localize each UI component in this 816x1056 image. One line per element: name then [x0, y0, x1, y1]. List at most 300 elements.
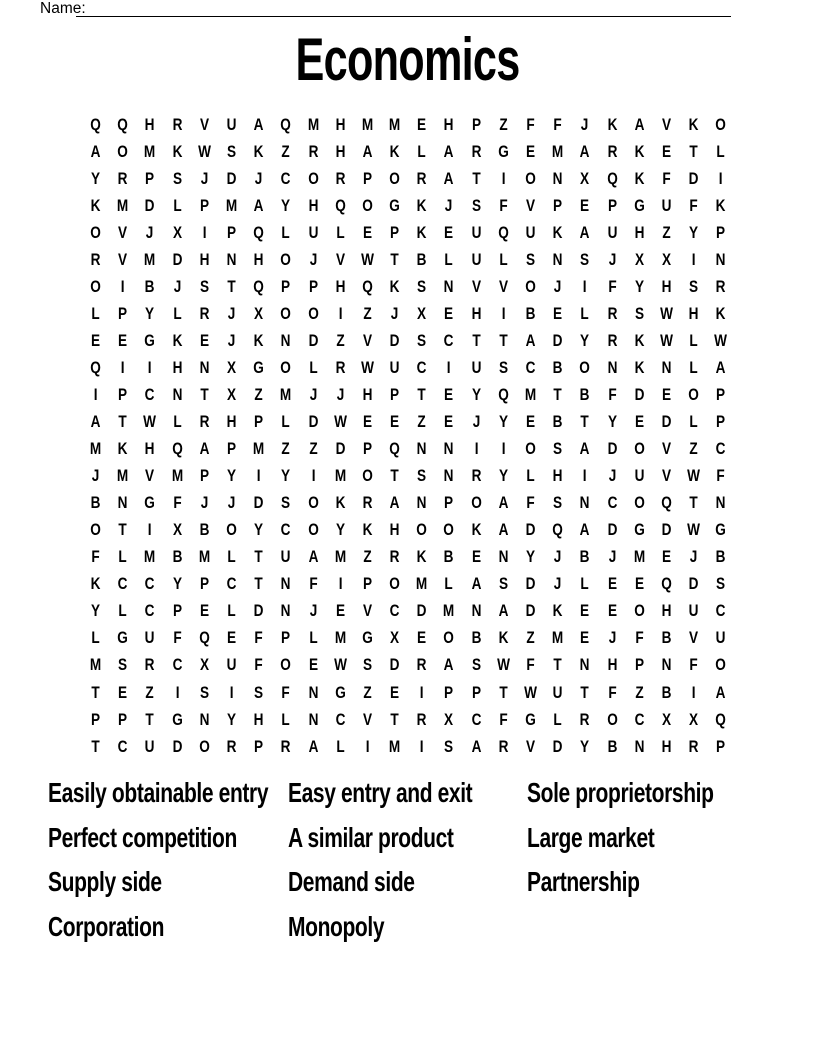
- grid-letter: F: [716, 466, 726, 486]
- grid-letter: S: [417, 466, 427, 486]
- grid-letter: O: [117, 141, 129, 161]
- grid-letter: O: [280, 303, 292, 323]
- grid-letter: R: [308, 141, 319, 161]
- grid-letter: M: [117, 195, 129, 215]
- grid-letter: I: [719, 168, 723, 188]
- grid-letter: A: [498, 601, 509, 621]
- grid-letter: S: [553, 439, 563, 459]
- grid-letter: J: [608, 628, 616, 648]
- grid-letter: X: [417, 303, 427, 323]
- word-list-item: Corporation: [48, 910, 165, 942]
- grid-letter: P: [390, 222, 400, 242]
- grid-letter: P: [471, 114, 481, 134]
- grid-letter: D: [172, 249, 183, 269]
- grid-letter: K: [416, 547, 427, 567]
- grid-letter: B: [552, 412, 563, 432]
- grid-letter: E: [417, 114, 427, 134]
- grid-letter: Z: [308, 439, 318, 459]
- grid-letter: U: [471, 357, 482, 377]
- grid-letter: Z: [363, 547, 372, 567]
- grid-letter: F: [526, 655, 535, 675]
- grid-letter: Z: [363, 682, 372, 702]
- grid-letter: I: [583, 276, 587, 296]
- name-label: Name:: [40, 0, 86, 17]
- grid-letter: Q: [661, 574, 672, 594]
- grid-letter: L: [91, 628, 100, 648]
- grid-letter: Q: [362, 276, 373, 296]
- grid-letter: N: [226, 249, 237, 269]
- grid-letter: A: [471, 574, 482, 594]
- grid-letter: M: [89, 439, 102, 459]
- grid-letter: L: [172, 412, 182, 432]
- grid-letter: N: [634, 736, 645, 756]
- grid-letter: A: [253, 195, 264, 215]
- grid-letter: R: [145, 655, 155, 675]
- grid-letter: J: [581, 114, 589, 134]
- grid-letter: E: [199, 601, 209, 621]
- grid-letter: A: [525, 330, 536, 350]
- grid-letter: K: [552, 222, 563, 242]
- grid-letter: L: [580, 574, 590, 594]
- grid-letter: P: [118, 303, 128, 323]
- grid-letter: O: [389, 168, 400, 188]
- grid-letter: L: [689, 357, 698, 377]
- grid-letter: O: [525, 168, 536, 188]
- grid-letter: A: [253, 114, 264, 134]
- grid-letter: Y: [580, 330, 590, 350]
- grid-letter: O: [579, 357, 591, 377]
- grid-letter: T: [553, 384, 562, 404]
- grid-letter: A: [715, 682, 726, 702]
- grid-letter: J: [553, 574, 562, 594]
- grid-letter: U: [715, 628, 726, 648]
- grid-letter: Z: [417, 412, 426, 432]
- grid-letter: O: [307, 520, 319, 540]
- grid-letter: K: [634, 168, 645, 188]
- grid-letter: U: [145, 736, 155, 756]
- grid-letter: A: [90, 412, 101, 432]
- grid-letter: J: [608, 249, 616, 269]
- grid-letter: P: [254, 412, 264, 432]
- grid-letter: H: [308, 195, 319, 215]
- grid-letter: G: [498, 141, 509, 161]
- grid-letter: L: [172, 195, 182, 215]
- grid-letter: S: [199, 276, 209, 296]
- grid-letter: M: [171, 466, 183, 486]
- grid-letter: N: [444, 466, 454, 486]
- grid-letter: L: [499, 249, 508, 269]
- grid-letter: N: [117, 493, 128, 513]
- grid-letter: L: [689, 412, 698, 432]
- grid-letter: L: [118, 601, 127, 621]
- grid-letter: A: [471, 736, 482, 756]
- grid-letter: H: [552, 466, 563, 486]
- grid-letter: H: [389, 520, 400, 540]
- grid-letter: E: [607, 601, 617, 621]
- grid-letter: F: [553, 114, 562, 134]
- grid-letter: Q: [90, 357, 101, 377]
- grid-letter: U: [634, 466, 645, 486]
- grid-letter: E: [634, 574, 644, 594]
- grid-letter: E: [661, 141, 672, 161]
- grid-letter: M: [334, 547, 346, 567]
- grid-letter: U: [308, 222, 319, 242]
- grid-letter: H: [199, 249, 210, 269]
- grid-letter: K: [172, 141, 183, 161]
- grid-letter: M: [334, 466, 346, 486]
- grid-letter: Q: [552, 520, 564, 540]
- grid-letter: S: [226, 141, 237, 161]
- grid-letter: H: [661, 276, 672, 296]
- grid-letter: Z: [499, 114, 508, 134]
- grid-letter: F: [499, 709, 508, 729]
- grid-letter: N: [661, 357, 672, 377]
- grid-letter: D: [253, 493, 264, 513]
- grid-letter: V: [118, 249, 128, 269]
- grid-letter: J: [91, 466, 100, 486]
- grid-letter: U: [552, 682, 563, 702]
- grid-letter: E: [390, 412, 400, 432]
- grid-letter: G: [171, 709, 183, 729]
- grid-letter: J: [200, 168, 209, 188]
- grid-letter: J: [472, 412, 481, 432]
- grid-letter: K: [253, 141, 264, 161]
- grid-letter: O: [307, 303, 319, 323]
- grid-letter: E: [226, 628, 237, 648]
- grid-letter: T: [145, 709, 155, 729]
- grid-letter: U: [607, 222, 618, 242]
- grid-letter: O: [715, 114, 727, 134]
- grid-letter: H: [688, 303, 699, 323]
- grid-letter: Y: [498, 412, 508, 432]
- grid-letter: D: [525, 520, 536, 540]
- grid-letter: Y: [580, 736, 590, 756]
- grid-letter: Y: [281, 466, 291, 486]
- grid-letter: O: [90, 222, 101, 242]
- grid-letter: N: [715, 249, 726, 269]
- grid-letter: S: [498, 357, 508, 377]
- grid-letter: V: [661, 439, 672, 459]
- grid-letter: J: [146, 222, 154, 242]
- grid-letter: H: [253, 249, 264, 269]
- grid-letter: R: [471, 466, 482, 486]
- grid-letter: B: [580, 384, 590, 404]
- grid-letter: L: [526, 466, 535, 486]
- grid-letter: I: [202, 222, 207, 242]
- grid-letter: C: [117, 574, 128, 594]
- grid-letter: F: [172, 493, 182, 513]
- word-list-item: Partnership: [527, 866, 640, 898]
- grid-letter: F: [254, 628, 263, 648]
- grid-letter: K: [416, 195, 427, 215]
- grid-letter: N: [444, 439, 454, 459]
- grid-letter: E: [580, 628, 590, 648]
- grid-letter: V: [689, 628, 699, 648]
- grid-letter: Z: [689, 439, 698, 459]
- grid-letter: N: [471, 601, 482, 621]
- grid-letter: E: [634, 412, 644, 432]
- grid-letter: H: [253, 709, 264, 729]
- grid-letter: M: [144, 141, 156, 161]
- grid-letter: K: [90, 195, 101, 215]
- grid-letter: D: [335, 439, 346, 459]
- grid-letter: B: [580, 547, 590, 567]
- grid-letter: K: [389, 141, 400, 161]
- grid-letter: M: [443, 601, 455, 621]
- grid-letter: R: [362, 493, 373, 513]
- grid-letter: I: [501, 439, 506, 459]
- grid-letter: E: [580, 195, 590, 215]
- grid-letter: V: [661, 114, 672, 134]
- grid-letter: R: [199, 303, 210, 323]
- grid-letter: I: [338, 574, 343, 594]
- grid-letter: C: [280, 168, 291, 188]
- grid-letter: X: [199, 655, 209, 675]
- grid-letter: P: [91, 709, 101, 729]
- grid-letter: L: [444, 574, 454, 594]
- grid-letter: I: [691, 682, 696, 702]
- grid-letter: M: [144, 249, 156, 269]
- grid-letter: L: [227, 601, 236, 621]
- grid-letter: N: [280, 601, 291, 621]
- grid-letter: D: [607, 439, 618, 459]
- grid-letter: S: [689, 276, 699, 296]
- word-list-item: Sole proprietorship: [527, 777, 714, 808]
- grid-letter: S: [716, 574, 726, 594]
- grid-letter: H: [145, 114, 155, 134]
- grid-letter: L: [118, 547, 127, 567]
- grid-letter: Q: [253, 276, 265, 296]
- grid-letter: T: [580, 412, 590, 432]
- grid-letter: D: [525, 601, 536, 621]
- grid-letter: E: [553, 303, 563, 323]
- grid-letter: G: [117, 628, 129, 648]
- grid-letter: E: [417, 628, 427, 648]
- grid-letter: C: [634, 709, 645, 729]
- grid-letter: O: [389, 574, 400, 594]
- grid-letter: H: [226, 412, 237, 432]
- grid-letter: D: [308, 412, 319, 432]
- grid-letter: K: [607, 114, 618, 134]
- grid-letter: I: [474, 439, 479, 459]
- grid-letter: S: [417, 276, 427, 296]
- grid-letter: E: [444, 384, 454, 404]
- grid-letter: N: [552, 249, 563, 269]
- grid-letter: X: [580, 168, 590, 188]
- grid-letter: X: [254, 303, 264, 323]
- grid-letter: F: [526, 114, 535, 134]
- grid-letter: T: [200, 384, 209, 404]
- grid-letter: W: [333, 655, 347, 675]
- grid-letter: V: [661, 466, 672, 486]
- name-fill-line: [76, 1, 731, 17]
- grid-letter: P: [362, 439, 373, 459]
- grid-letter: J: [309, 249, 317, 269]
- grid-letter: L: [281, 412, 291, 432]
- word-list-item: Supply side: [48, 866, 162, 898]
- grid-letter: M: [225, 195, 238, 215]
- grid-letter: G: [144, 330, 156, 350]
- grid-letter: S: [634, 303, 644, 323]
- grid-letter: H: [172, 357, 183, 377]
- grid-letter: C: [280, 520, 291, 540]
- grid-letter: D: [688, 168, 699, 188]
- grid-letter: G: [362, 628, 373, 648]
- grid-letter: C: [525, 357, 536, 377]
- grid-letter: T: [499, 682, 508, 702]
- grid-letter: R: [416, 709, 427, 729]
- grid-letter: S: [118, 655, 128, 675]
- grid-letter: V: [199, 114, 209, 134]
- grid-letter: O: [715, 655, 727, 675]
- grid-letter: S: [254, 682, 264, 702]
- grid-letter: P: [716, 412, 726, 432]
- grid-letter: F: [662, 168, 671, 188]
- grid-letter: R: [498, 736, 509, 756]
- grid-letter: J: [309, 384, 317, 404]
- grid-letter: T: [580, 682, 590, 702]
- grid-letter: Z: [635, 682, 644, 702]
- grid-letter: I: [365, 736, 370, 756]
- grid-letter: B: [90, 493, 101, 513]
- grid-letter: A: [498, 493, 509, 513]
- grid-letter: J: [227, 330, 236, 350]
- grid-letter: W: [143, 412, 157, 432]
- grid-letter: A: [362, 141, 373, 161]
- grid-letter: N: [280, 574, 291, 594]
- grid-letter: D: [525, 574, 536, 594]
- grid-letter: M: [334, 628, 346, 648]
- grid-letter: O: [280, 249, 292, 269]
- grid-letter: N: [715, 493, 726, 513]
- grid-letter: D: [226, 168, 237, 188]
- grid-letter: A: [308, 547, 319, 567]
- grid-letter: F: [91, 547, 100, 567]
- grid-letter: A: [90, 141, 101, 161]
- grid-letter: M: [253, 439, 265, 459]
- grid-letter: I: [419, 736, 424, 756]
- grid-letter: W: [524, 682, 538, 702]
- grid-letter: O: [606, 709, 618, 729]
- grid-letter: H: [661, 736, 672, 756]
- grid-letter: Q: [389, 439, 400, 459]
- grid-letter: H: [335, 114, 346, 134]
- grid-letter: L: [172, 303, 182, 323]
- grid-letter: V: [335, 249, 345, 269]
- grid-letter: A: [580, 439, 590, 459]
- grid-letter: D: [145, 195, 155, 215]
- grid-letter: L: [281, 709, 291, 729]
- grid-letter: E: [362, 222, 373, 242]
- grid-letter: P: [281, 276, 291, 296]
- grid-letter: U: [226, 655, 237, 675]
- grid-letter: I: [229, 682, 234, 702]
- word-list-item: Large market: [527, 821, 655, 853]
- grid-letter: T: [689, 493, 698, 513]
- grid-letter: K: [715, 303, 726, 323]
- grid-letter: Q: [199, 628, 210, 648]
- grid-letter: I: [338, 303, 343, 323]
- grid-letter: V: [145, 466, 155, 486]
- grid-letter: Q: [606, 168, 618, 188]
- grid-letter: B: [661, 628, 672, 648]
- grid-letter: A: [715, 357, 726, 377]
- grid-letter: P: [199, 195, 209, 215]
- grid-letter: X: [689, 709, 699, 729]
- grid-letter: R: [416, 655, 427, 675]
- grid-letter: R: [172, 114, 183, 134]
- grid-letter: P: [607, 195, 617, 215]
- grid-letter: A: [444, 141, 454, 161]
- grid-letter: B: [661, 682, 672, 702]
- grid-letter: L: [689, 330, 698, 350]
- grid-letter: K: [416, 222, 427, 242]
- grid-letter: Y: [145, 303, 155, 323]
- grid-letter: R: [416, 168, 427, 188]
- grid-letter: C: [335, 709, 346, 729]
- grid-letter: O: [199, 736, 210, 756]
- grid-letter: V: [471, 276, 481, 296]
- grid-letter: I: [148, 520, 152, 540]
- grid-letter: B: [525, 303, 536, 323]
- grid-letter: D: [661, 412, 672, 432]
- grid-letter: Y: [254, 520, 264, 540]
- grid-letter: P: [281, 628, 291, 648]
- grid-letter: O: [634, 601, 645, 621]
- grid-letter: C: [416, 357, 427, 377]
- grid-letter: S: [281, 493, 291, 513]
- grid-letter: M: [388, 114, 401, 134]
- grid-letter: B: [416, 249, 427, 269]
- grid-letter: D: [634, 384, 645, 404]
- grid-letter: D: [308, 330, 319, 350]
- grid-letter: K: [389, 276, 400, 296]
- grid-letter: V: [498, 276, 508, 296]
- word-search-grid: [82, 111, 735, 760]
- grid-letter: M: [416, 574, 428, 594]
- grid-letter: Q: [334, 195, 346, 215]
- grid-letter: C: [117, 736, 128, 756]
- grid-letter: T: [91, 682, 100, 702]
- grid-letter: R: [607, 330, 618, 350]
- grid-letter: J: [553, 276, 562, 296]
- grid-letter: S: [471, 655, 481, 675]
- grid-letter: F: [308, 574, 318, 594]
- grid-letter: N: [444, 276, 454, 296]
- grid-letter: K: [634, 357, 645, 377]
- grid-letter: I: [419, 682, 424, 702]
- grid-letter: R: [607, 141, 618, 161]
- grid-letter: N: [308, 709, 319, 729]
- grid-letter: F: [281, 682, 291, 702]
- grid-letter: J: [608, 466, 616, 486]
- grid-letter: F: [607, 276, 617, 296]
- grid-letter: O: [362, 466, 373, 486]
- grid-letter: Q: [280, 114, 292, 134]
- grid-letter: P: [444, 682, 454, 702]
- grid-letter: P: [716, 736, 726, 756]
- grid-letter: I: [583, 466, 587, 486]
- grid-letter: O: [90, 276, 101, 296]
- grid-letter: Y: [689, 222, 699, 242]
- grid-letter: U: [661, 195, 672, 215]
- grid-letter: A: [444, 655, 454, 675]
- grid-letter: J: [227, 493, 236, 513]
- grid-letter: R: [607, 303, 618, 323]
- grid-letter: I: [120, 357, 125, 377]
- grid-letter: L: [336, 222, 345, 242]
- grid-letter: P: [254, 736, 264, 756]
